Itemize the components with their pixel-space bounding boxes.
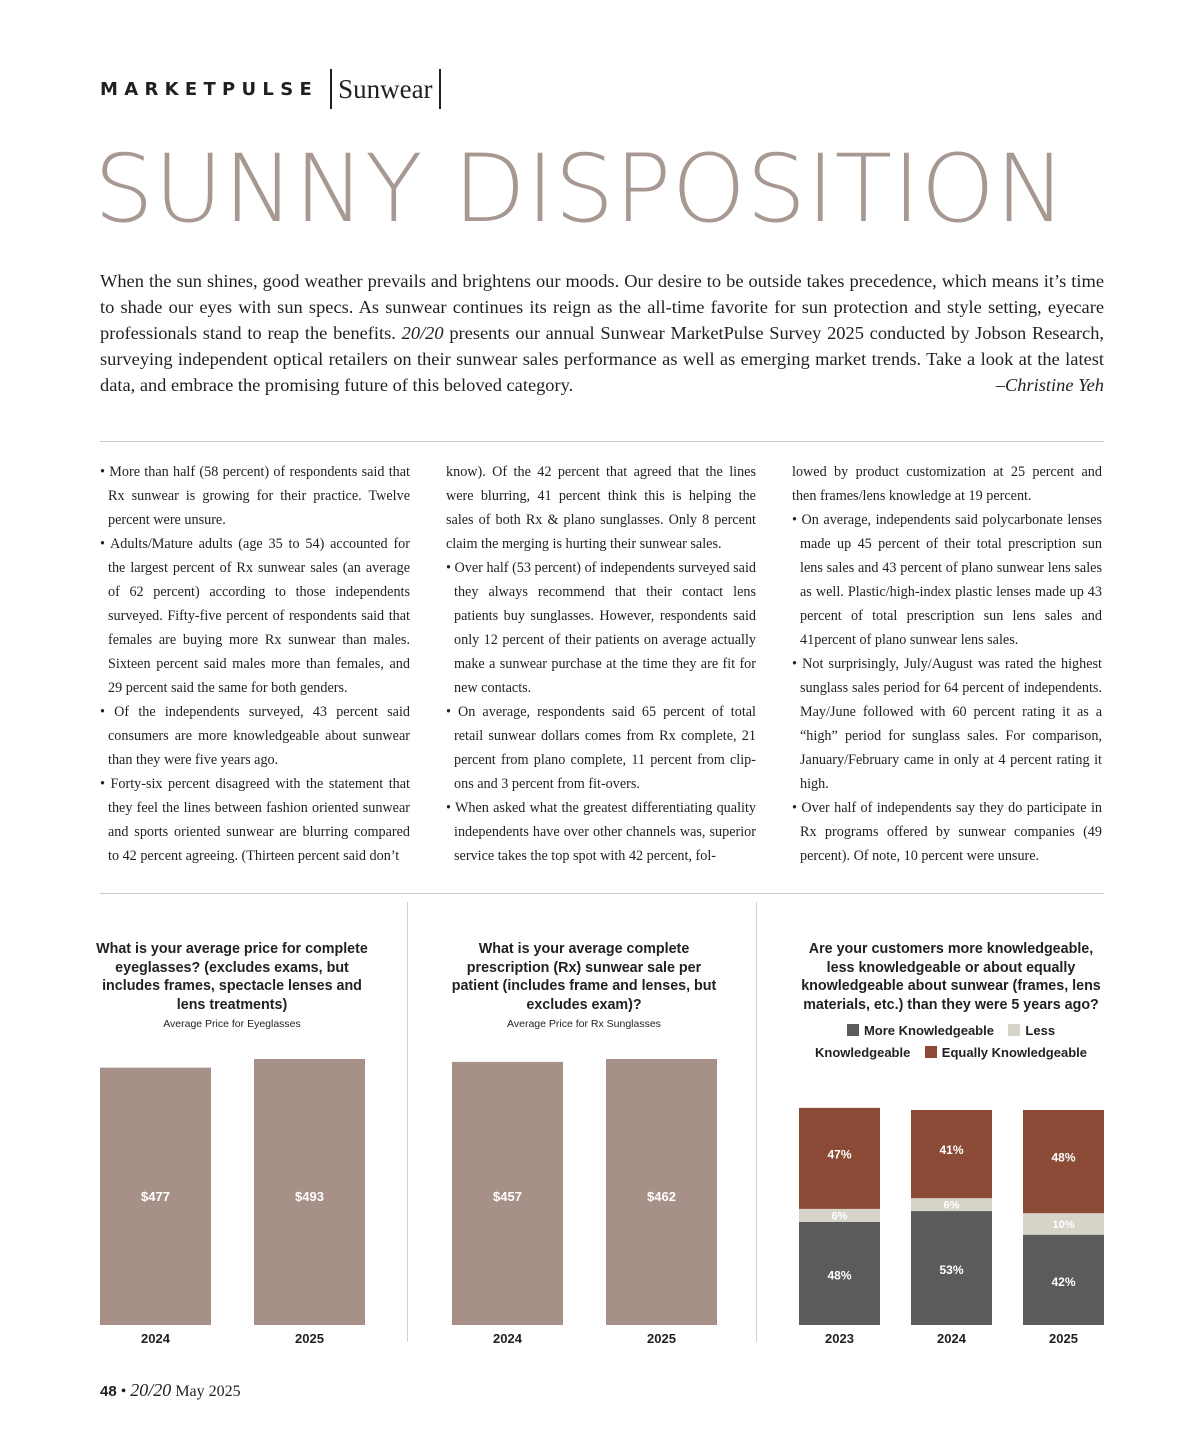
paragraph-text: Over half (53 percent) of independents surveyed said they always recommend that their contact lens patients buy sunglasses. However, respondents said only 12 percent of their patients on average actually make a sunwear purchase at the time they are fit for new contacts. [454, 560, 757, 696]
paragraph-text: Adults/Mature adults (age 35 to 54) accounted for the largest percent of Rx sunwear sales (an average of 62 percent) according to those independents surveyed. Fifty-five percent of respondents said that females are buying more Rx sunwear than males. Sixteen percent said males more than females, and 29 percent said the same for both genders. [108, 536, 411, 696]
column-1 [100, 460, 410, 868]
x-tick-label: 2024 [141, 1331, 170, 1346]
x-tick-label: 2023 [825, 1331, 854, 1346]
x-tick-label: 2025 [295, 1331, 324, 1346]
bar-value-label: $493 [295, 1189, 324, 1204]
paragraph-text: know). Of the 42 percent that agreed that the lines were blurring, 41 percent think this is helping the sales of both Rx & plano sunglasses. Only 8 percent claim the merging is hurting their sunwear sales. [446, 464, 756, 552]
bar-value-label: $477 [141, 1189, 170, 1204]
paragraph-text: More than half (58 percent) of respondents said that Rx sunwear is growing for their practice. Twelve percent were unsure. [108, 464, 410, 528]
section-name: Sunwear [338, 73, 433, 104]
segment-value-label: 41% [939, 1143, 964, 1158]
footer-separator: • [116, 1383, 131, 1400]
segment-value-label: 47% [827, 1147, 852, 1162]
chart-eyeglasses [96, 940, 368, 1360]
chart-sunglasses [448, 940, 720, 1360]
segment-value-label: 48% [827, 1268, 852, 1283]
chart-sunglasses-subtitle: Average Price for Rx Sunglasses [507, 1018, 661, 1030]
body-columns [100, 460, 1104, 868]
paragraph-text: Forty-six percent disagreed with the statement that they feel the lines between fashion oriented sunwear and sports oriented sunwear are blurring compared to 42 percent agreeing. (Thirteen percent said don’t [108, 776, 411, 864]
bullet-icon: • [792, 656, 803, 672]
chart-eyeglasses-subtitle: Average Price for Eyeglasses [163, 1018, 301, 1030]
bullet-icon: • [100, 536, 111, 552]
column-1-paragraph [100, 700, 410, 772]
segment-value-label: 48% [1051, 1150, 1076, 1165]
column-1-paragraph [100, 772, 410, 868]
paragraph-text: lowed by product customization at 25 percent and then frames/lens knowledge at 19 percent. [792, 464, 1102, 504]
column-3-paragraph [792, 796, 1102, 868]
footer-magazine: 20/20 [130, 1380, 172, 1400]
divider-top [100, 441, 1104, 442]
bullet-icon: • [792, 512, 802, 528]
bullet-icon: • [792, 800, 802, 816]
header-divider-right [439, 69, 441, 109]
segment-value-label: 42% [1051, 1274, 1076, 1289]
bullet-icon: • [100, 704, 115, 720]
intro-magazine-name: 20/20 [401, 323, 444, 343]
column-3-paragraph [792, 460, 1102, 508]
paragraph-text: Over half of independents say they do participate in Rx programs offered by sunwear companies (49 percent). Of note, 10 percent were unsure. [800, 800, 1102, 864]
column-1-paragraph [100, 460, 410, 532]
paragraph-text: Of the independents surveyed, 43 percent said consumers are more knowledgeable about sunwear than they were five years ago. [108, 704, 410, 768]
column-1-paragraph [100, 532, 410, 700]
column-2-paragraph [446, 700, 756, 796]
intro-text-2: presents our annual Sunwear MarketPulse Survey 2025 conducted by Jobson Research, surveying independent optical retailers on their sunwear sales performance as well as emerging market trends. Take a look at the latest data, and embrace the promising future of this beloved category. [100, 323, 1104, 395]
chart-knowledge-question: Are your customers more knowledgeable, less knowledgeable or about equally knowledgeable about sunwear (frames, lens materials, etc.) than they were 5 years ago? [801, 941, 1101, 1013]
paragraph-text: Not surprisingly, July/August was rated the highest sunglass sales period for 64 percent of independents. May/June followed with 60 percent rating it as a “high” period for sunglass sales. For comparison, January/February came in only at 4 percent rating it high. [800, 656, 1103, 792]
chart-sunglasses-question: What is your average complete prescription (Rx) sunwear sale per patient (includes frame and lenses, but excludes exam)? [451, 941, 717, 1013]
chart-knowledge [796, 940, 1106, 1360]
column-3-paragraph [792, 652, 1102, 796]
chart-eyeglasses-question: What is your average price for complete eyeglasses? (excludes exams, but includes frames, spectacle lenses and lens treatments) [96, 941, 368, 1013]
bullet-icon: • [446, 704, 459, 720]
column-3-paragraph [792, 508, 1102, 652]
chart-separator-1 [407, 902, 408, 1342]
column-2-paragraph [446, 796, 756, 868]
paragraph-text: When asked what the greatest differentiating quality independents have over other channels was, superior service takes the top spot with 42 percent, fol- [454, 800, 756, 864]
column-2-paragraph [446, 556, 756, 700]
paragraph-text: On average, respondents said 65 percent of total retail sunwear dollars comes from Rx complete, 21 percent from plano complete, 11 percent from clip-ons and 3 percent from fit-overs. [454, 704, 756, 792]
x-tick-label: 2025 [647, 1331, 676, 1346]
legend-label-equally: Equally Knowledgeable [941, 1045, 1087, 1060]
bullet-icon: • [446, 560, 455, 576]
page-header [100, 68, 441, 110]
bar-value-label: $462 [647, 1189, 676, 1204]
page-footer [100, 1380, 241, 1401]
intro-text-1: When the sun shines, good weather prevails and brightens our moods. Our desire to be outside takes precedence, which means it’s time to shade our eyes with sun specs. As sunwear continues its reign as the all-time favorite for sun protection and style setting, eyecare professionals stand to reap the benefits. [100, 271, 1104, 343]
page-title: SUNNY DISPOSITION [94, 135, 1067, 244]
x-tick-label: 2024 [937, 1331, 966, 1346]
bullet-icon: • [100, 464, 110, 480]
chart-eyeglasses-plot [96, 940, 368, 1360]
x-tick-label: 2025 [1049, 1331, 1078, 1346]
x-tick-label: 2024 [493, 1331, 522, 1346]
legend-label-more: More Knowledgeable [863, 1023, 994, 1038]
page-number: 48 [100, 1383, 117, 1400]
intro-paragraph [100, 268, 1104, 398]
legend-label-less: Less Knowledgeable [814, 1023, 1056, 1060]
bar-value-label: $457 [493, 1189, 522, 1204]
segment-value-label: 10% [1052, 1218, 1075, 1231]
segment-value-label: 53% [939, 1263, 964, 1278]
column-3 [792, 460, 1102, 868]
kicker-marketpulse: MARKETPULSE [100, 78, 319, 100]
segment-value-label: 6% [943, 1199, 960, 1212]
paragraph-text: On average, independents said polycarbonate lenses made up 45 percent of their total prescription sun lens sales and 43 percent of plano sunwear lens sales as well. Plastic/high-index plastic lenses made up 43 percent of total prescription sun lens sales and 41percent of plano sunwear lens sales. [800, 512, 1103, 648]
byline: –Christine Yeh [995, 375, 1104, 395]
chart-separator-2 [756, 902, 757, 1342]
column-2 [446, 460, 756, 868]
bullet-icon: • [446, 800, 455, 816]
footer-date: May 2025 [171, 1383, 241, 1400]
divider-bottom [100, 893, 1104, 894]
bullet-icon: • [100, 776, 111, 792]
chart-sunglasses-plot [448, 940, 720, 1360]
chart-knowledge-plot [796, 940, 1106, 1360]
segment-value-label: 6% [831, 1210, 848, 1223]
column-2-paragraph [446, 460, 756, 556]
